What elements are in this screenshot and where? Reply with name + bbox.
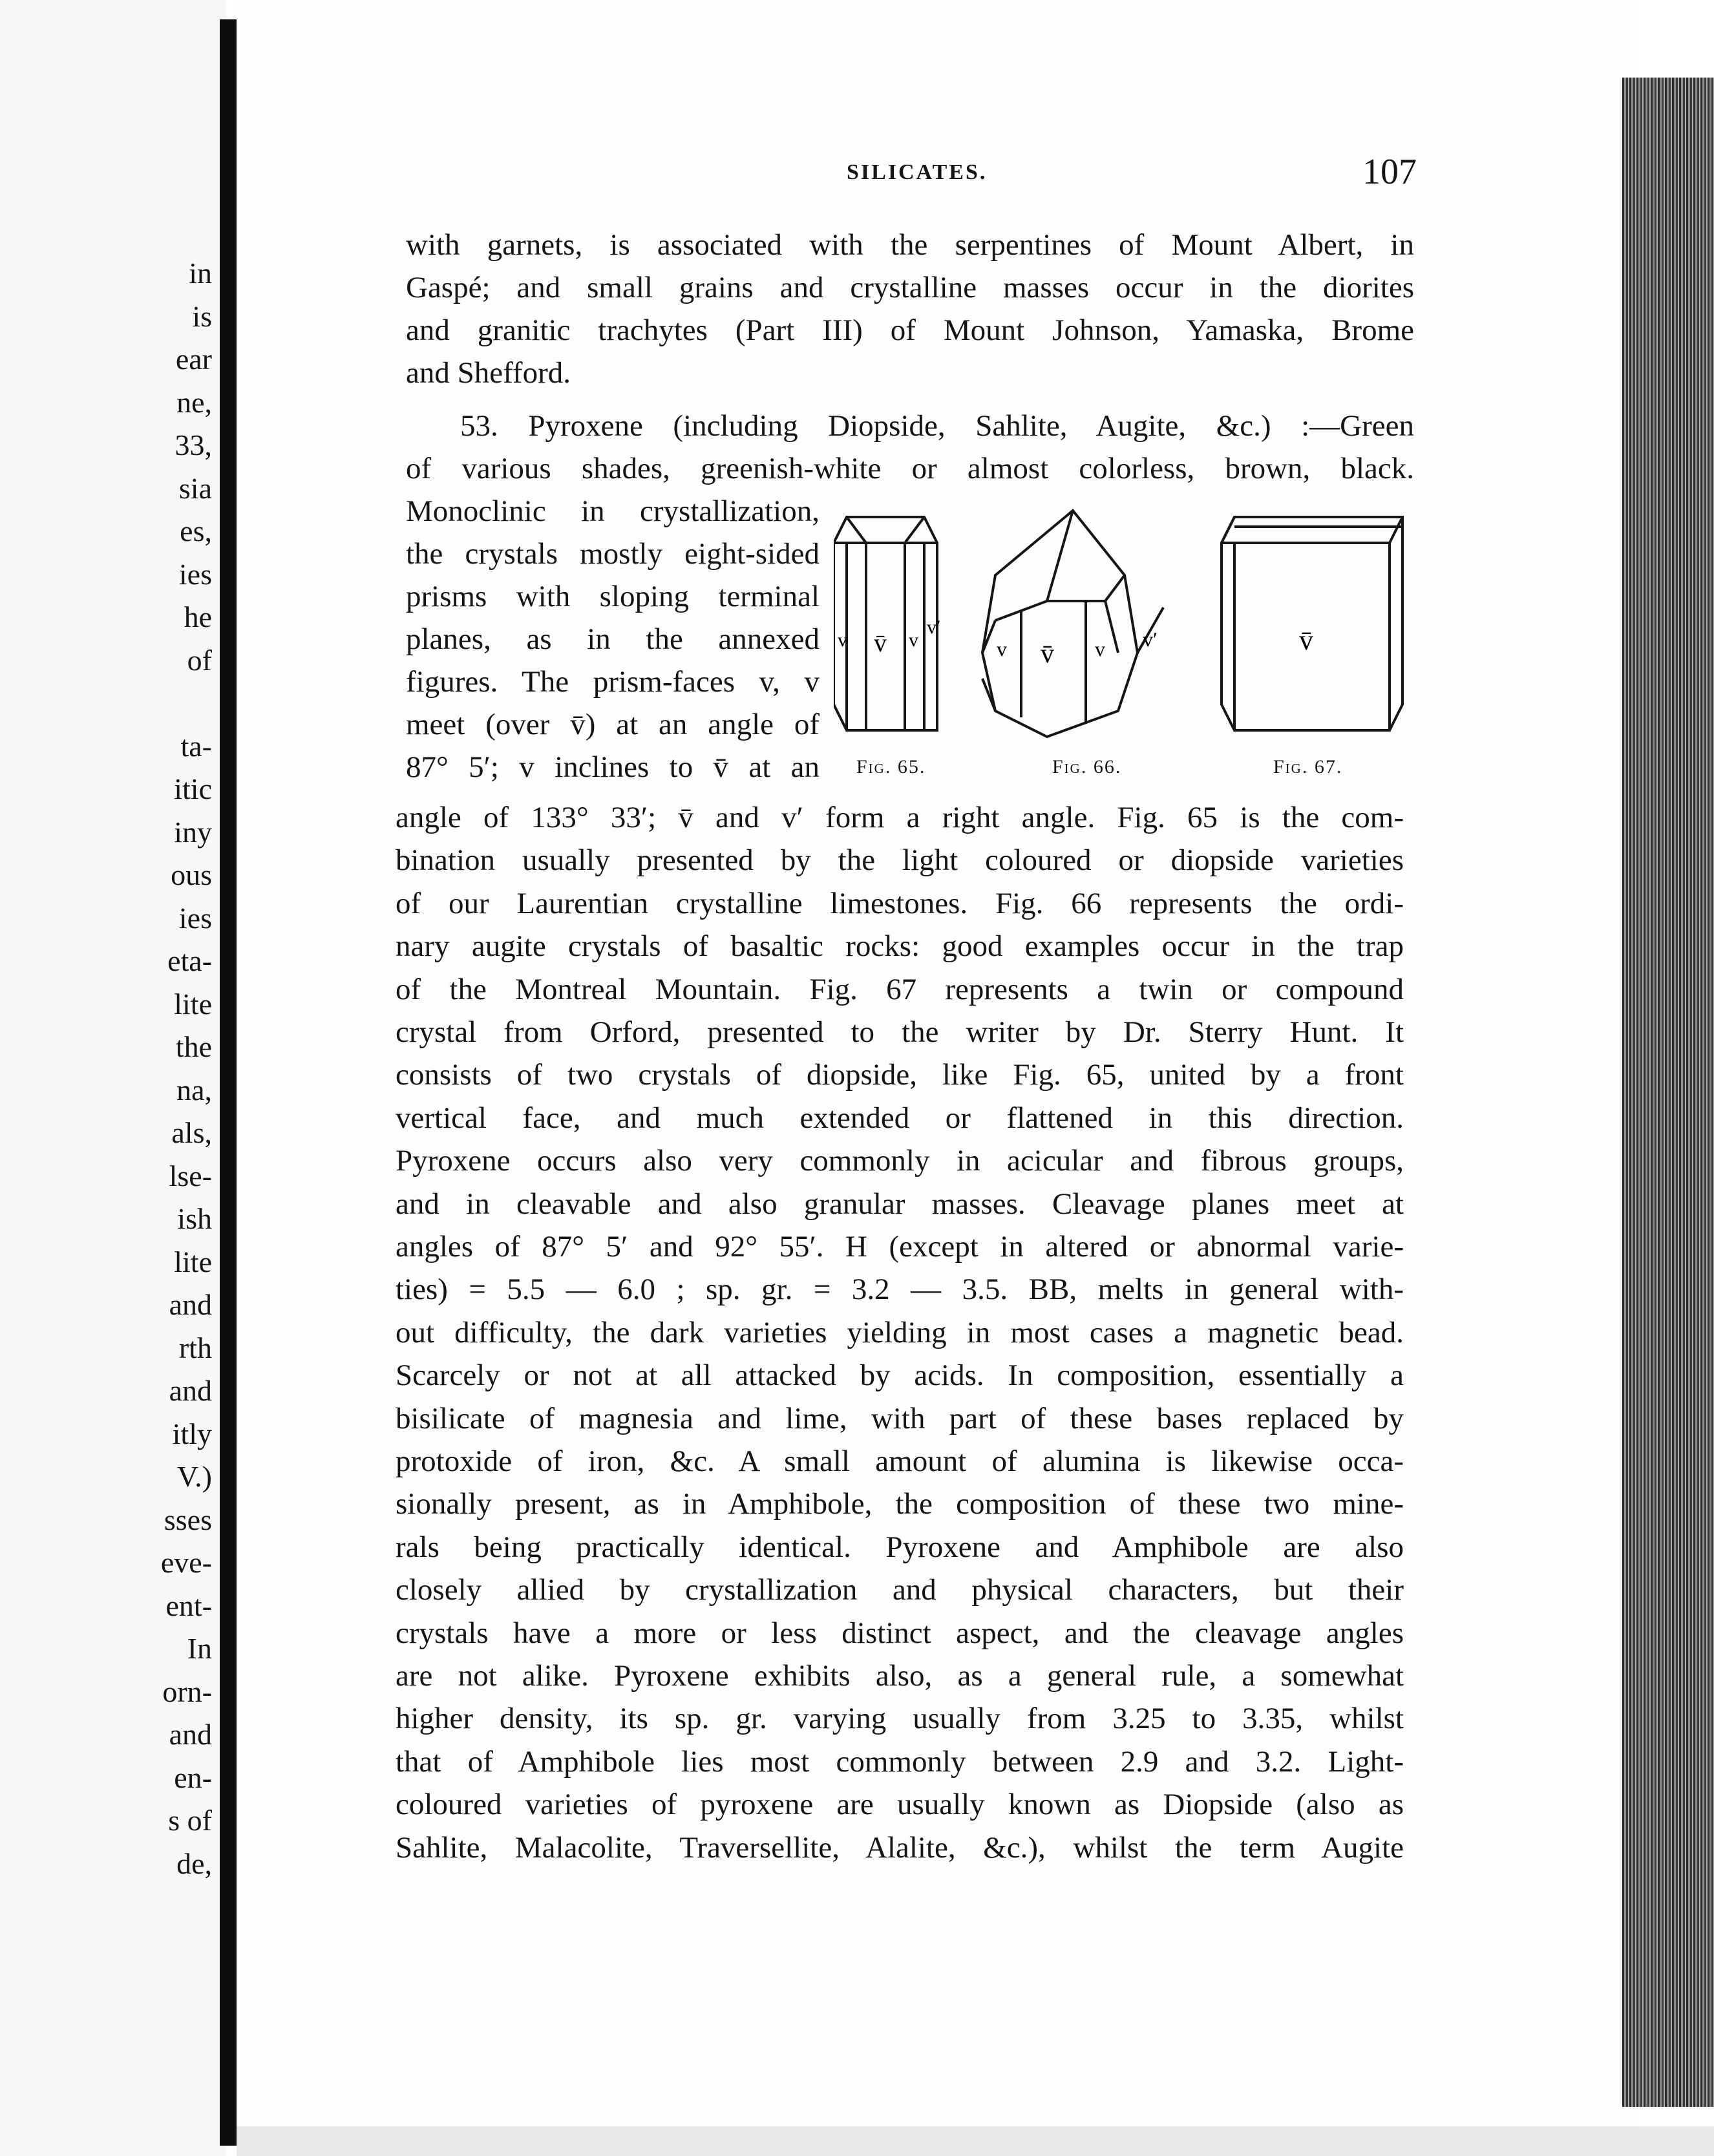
facing-page-fragment: is (192, 299, 212, 333)
text-line: ties) = 5.5 — 6.0 ; sp. gr. = 3.2 — 3.5. BB, melts in general with- (396, 1273, 1404, 1307)
page-number: 107 (1362, 152, 1417, 192)
text-line: of various shades, greenish-white or almost colorless, brown, black. (406, 452, 1414, 485)
text-line: rals being practically identical. Pyroxene and Amphibole are also (396, 1530, 1404, 1564)
facing-page-fragment: ies (178, 901, 212, 935)
facing-page-fragment: in (189, 257, 212, 290)
text-line: vertical face, and much extended or flattened in this direction. (396, 1101, 1404, 1135)
facing-page-fragment: s of (168, 1804, 212, 1837)
face-label: v (1095, 637, 1105, 661)
text-line: crystal from Orford, presented to the writer by Dr. Sterry Hunt. It (396, 1015, 1404, 1049)
text-line: and Shefford. (406, 356, 571, 390)
text-line: crystals have a more or less distinct aspect, and the cleavage angles (396, 1616, 1404, 1650)
facing-page-fragment: lite (174, 1245, 212, 1278)
facing-page-fragment: and (169, 1718, 212, 1751)
text-line: of our Laurentian crystalline limestones. Fig. 66 represents the ordi- (396, 886, 1404, 920)
face-label: v (909, 629, 918, 651)
face-label: v′ (1143, 628, 1158, 651)
facing-page-fragment: 33, (175, 428, 212, 461)
figure-66-drawing (982, 511, 1163, 737)
facing-page-fragment: na, (176, 1073, 212, 1106)
facing-page-fragment: and (169, 1288, 212, 1321)
text-line: protoxide of iron, &c. A small amount of alumina is likewise occa- (396, 1444, 1404, 1478)
facing-page-fragment: als, (171, 1116, 212, 1149)
text-line: Monoclinic in crystallization, (406, 494, 820, 528)
text-line: coloured varieties of pyroxene are usually known as Diopside (also as (396, 1788, 1404, 1822)
facing-page-fragment: rth (178, 1331, 212, 1364)
crystal-figures (834, 504, 1415, 750)
text-line: the crystals mostly eight-sided (406, 537, 820, 571)
facing-page-fragment: ish (177, 1202, 212, 1235)
text-line: higher density, its sp. gr. varying usually from 3.25 to 3.35, whilst (396, 1702, 1404, 1736)
text-line: are not alike. Pyroxene exhibits also, as a general rule, a somewhat (396, 1659, 1404, 1693)
face-label: v̄ (874, 628, 887, 657)
facing-page-fragment: itly (172, 1417, 212, 1450)
text-line: prisms with sloping terminal (406, 580, 820, 613)
figure-caption-65: Fig. 65. (856, 756, 926, 777)
scan-bottom-margin (237, 2126, 1714, 2156)
text-line: that of Amphibole lies most commonly between 2.9 and 3.2. Light- (396, 1744, 1404, 1779)
text-line: Sahlite, Malacolite, Traversellite, Alalite, &c.), whilst the term Augite (396, 1830, 1404, 1865)
text-line: sionally present, as in Amphibole, the composition of these two mine- (396, 1487, 1404, 1521)
face-label: v̄ (1041, 639, 1054, 669)
figure-65-drawing (834, 517, 937, 730)
text-line: of the Montreal Mountain. Fig. 67 represents a twin or compound (396, 972, 1404, 1006)
text-line: bisilicate of magnesia and lime, with part of these bases replaced by (396, 1401, 1404, 1435)
facing-page-fragment: of (187, 643, 212, 677)
facing-page-fragment: orn- (162, 1675, 212, 1708)
text-line: meet (over v̄) at an angle of (406, 708, 820, 741)
facing-page-fragment: iny (174, 815, 212, 849)
text-line: consists of two crystals of diopside, like Fig. 65, united by a front (396, 1058, 1404, 1092)
facing-page-fragment: eve- (160, 1546, 212, 1579)
text-line: planes, as in the annexed (406, 622, 820, 656)
text-line: 87° 5′; v inclines to v̄ at an (406, 750, 820, 784)
book-gutter (220, 19, 237, 2146)
facing-page-fragment: sses (164, 1503, 212, 1536)
facing-page-fragment: eta- (167, 944, 212, 977)
face-label: v (997, 637, 1007, 661)
facing-page-fragment: ear (175, 343, 212, 375)
page-edges (1622, 78, 1714, 2107)
text-line: Gaspé; and small grains and crystalline masses occur in the diorites (406, 271, 1414, 304)
text-line: angle of 133° 33′; v̄ and v′ form a right angle. Fig. 65 is the com- (396, 801, 1404, 834)
facing-page-fragment: lse- (169, 1159, 212, 1192)
facing-page-fragment: the (175, 1030, 212, 1063)
text-line: out difficulty, the dark varieties yielding in most cases a magnetic bead. (396, 1315, 1404, 1349)
text-line: and in cleavable and also granular masses. Cleavage planes meet at (396, 1187, 1404, 1221)
facing-page-fragment: ne, (176, 385, 212, 419)
facing-page-fragment: ies (178, 557, 212, 591)
facing-page-fragment: ent- (165, 1589, 212, 1622)
face-label: v (838, 629, 847, 651)
facing-page-fragment: itic (174, 772, 212, 805)
text-line: figures. The prism-faces v, v (406, 665, 820, 699)
facing-page-fragment: V.) (176, 1460, 212, 1493)
figure-caption-67: Fig. 67. (1273, 756, 1343, 777)
facing-page-fragment: es, (180, 514, 212, 547)
facing-page-fragment: ous (171, 858, 212, 891)
facing-page-fragment: ta- (180, 729, 212, 763)
facing-page-fragment: en- (174, 1760, 212, 1794)
text-line: closely allied by crystallization and physical characters, but their (396, 1573, 1404, 1607)
text-line: with garnets, is associated with the serpentines of Mount Albert, in (406, 228, 1414, 262)
text-line: and granitic trachytes (Part III) of Mount Johnson, Yamaska, Brome (406, 313, 1414, 347)
text-line: angles of 87° 5′ and 92° 55′. H (except in altered or abnormal varie- (396, 1230, 1404, 1263)
running-title: SILICATES. (847, 160, 988, 184)
text-line: Pyroxene occurs also very commonly in acicular and fibrous groups, (396, 1144, 1404, 1178)
facing-page-fragment: and (169, 1374, 212, 1407)
figure-caption-66: Fig. 66. (1052, 756, 1122, 777)
face-label: v′ (927, 617, 941, 638)
figure-67-drawing (1222, 517, 1402, 730)
section-heading-line: 53. Pyroxene (including Diopside, Sahlite, Augite, &c.) :—Green (460, 409, 1414, 443)
facing-page-fragment: lite (174, 987, 212, 1020)
face-label: v̄ (1299, 624, 1313, 656)
text-line: bination usually presented by the light coloured or diopside varieties (396, 843, 1404, 878)
facing-page-fragment: sia (178, 471, 212, 505)
facing-page-fragment: he (184, 600, 212, 633)
facing-page-fragment: In (187, 1632, 212, 1665)
facing-page-fragment: de, (176, 1846, 212, 1880)
text-line: Scarcely or not at all attacked by acids. In composition, essentially a (396, 1358, 1404, 1393)
text-line: nary augite crystals of basaltic rocks: good examples occur in the trap (396, 929, 1404, 964)
